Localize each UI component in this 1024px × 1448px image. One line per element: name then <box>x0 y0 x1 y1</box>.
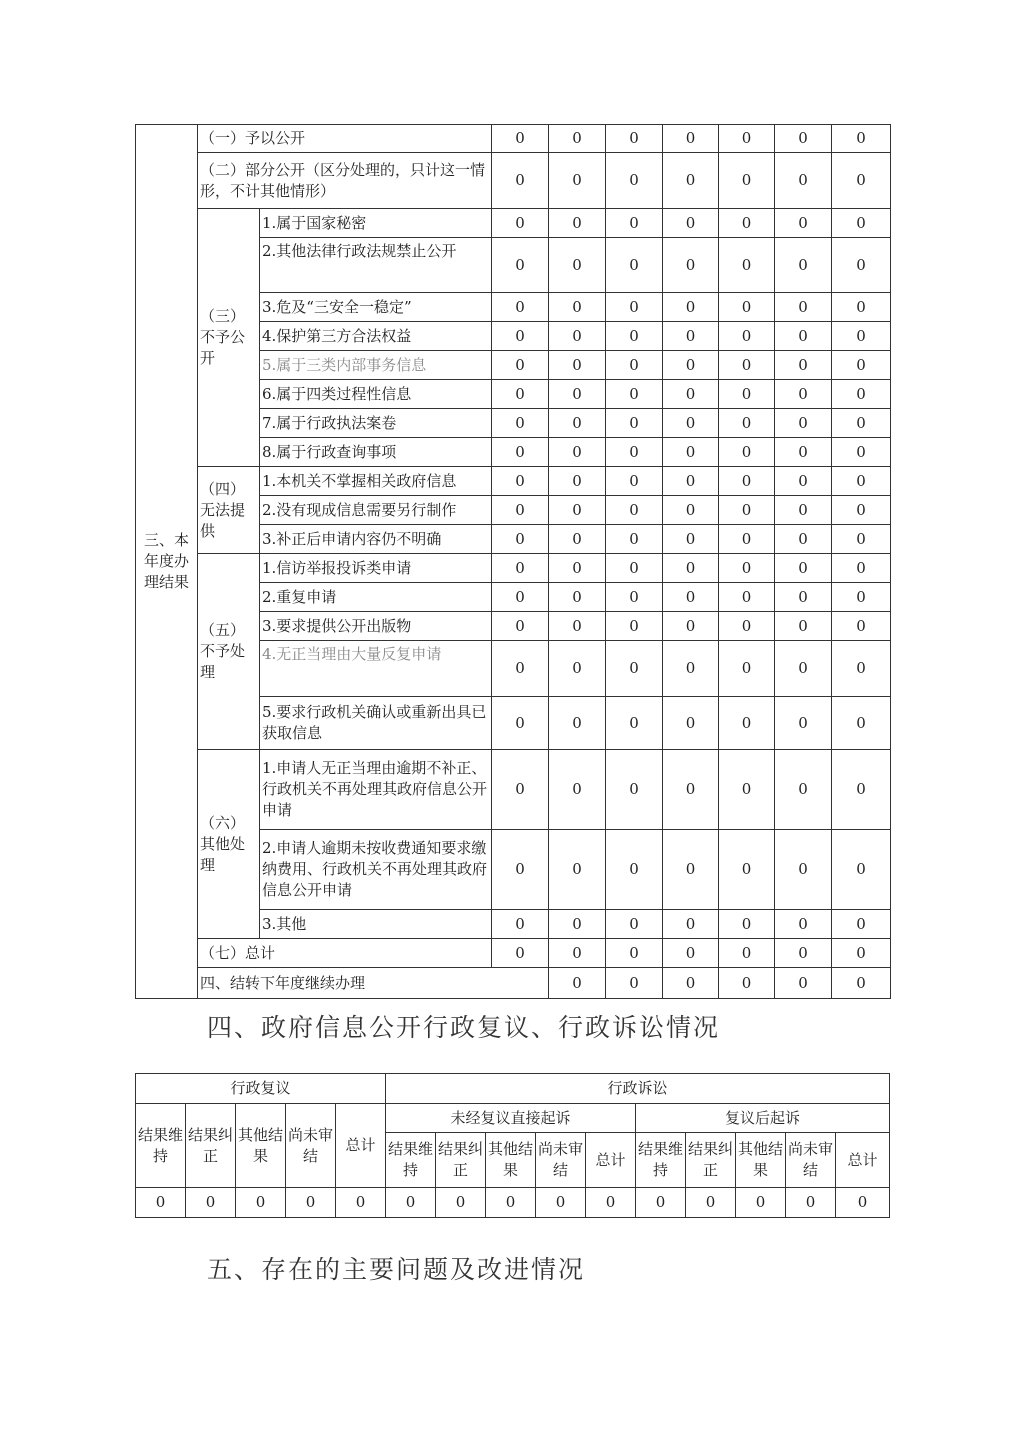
cell-value: 0 <box>719 968 775 999</box>
table-row <box>136 1188 890 1218</box>
cell-value: 0 <box>832 554 891 583</box>
cell-value: 0 <box>549 583 606 612</box>
cell-value: 0 <box>719 209 775 238</box>
row-label: 5.要求行政机关确认或重新出具已获取信息 <box>260 697 492 750</box>
row-label: （二）部分公开（区分处理的，只计这一情形，不计其他情形） <box>198 153 492 209</box>
cell-value: 0 <box>606 153 663 209</box>
cell-value: 0 <box>832 438 891 467</box>
col-header: 结果纠正 <box>686 1133 736 1188</box>
cell-value: 0 <box>832 939 891 968</box>
cell-value: 0 <box>492 293 549 322</box>
review-header: 行政复议 <box>136 1074 386 1104</box>
col-header: 结果纠正 <box>186 1104 236 1188</box>
cell-value: 0 <box>492 351 549 380</box>
row-label: 3.要求提供公开出版物 <box>260 612 492 641</box>
review-litigation-table <box>135 1073 890 1218</box>
cell-value: 0 <box>775 238 832 293</box>
group-label: （三）不予公开 <box>198 209 260 467</box>
cell-value: 0 <box>775 612 832 641</box>
cell-value: 0 <box>663 209 719 238</box>
cell-value: 0 <box>775 209 832 238</box>
cell-value: 0 <box>549 939 606 968</box>
cell-value: 0 <box>832 351 891 380</box>
cell-value: 0 <box>736 1188 786 1218</box>
row-label: （七）总计 <box>198 939 492 968</box>
cell-value: 0 <box>549 968 606 999</box>
cell-value: 0 <box>775 968 832 999</box>
cell-value: 0 <box>832 409 891 438</box>
cell-value: 0 <box>549 910 606 939</box>
cell-value: 0 <box>492 467 549 496</box>
cell-value: 0 <box>436 1188 486 1218</box>
cell-value: 0 <box>636 1188 686 1218</box>
cell-value: 0 <box>775 697 832 750</box>
cell-value: 0 <box>549 554 606 583</box>
cell-value: 0 <box>663 830 719 910</box>
cell-value: 0 <box>775 496 832 525</box>
cell-value: 0 <box>606 612 663 641</box>
cell-value: 0 <box>719 583 775 612</box>
cell-value: 0 <box>663 125 719 153</box>
cell-value: 0 <box>719 939 775 968</box>
cell-value: 0 <box>606 351 663 380</box>
cell-value: 0 <box>663 939 719 968</box>
cell-value: 0 <box>775 322 832 351</box>
col-header: 尚未审结 <box>536 1133 586 1188</box>
cell-value: 0 <box>663 641 719 697</box>
row-label: 1.属于国家秘密 <box>260 209 492 238</box>
row-label: 1.本机关不掌握相关政府信息 <box>260 467 492 496</box>
cell-value: 0 <box>719 125 775 153</box>
cell-value: 0 <box>832 583 891 612</box>
cell-value: 0 <box>549 351 606 380</box>
cell-value: 0 <box>492 438 549 467</box>
cell-value: 0 <box>549 209 606 238</box>
cell-value: 0 <box>775 910 832 939</box>
cell-value: 0 <box>775 351 832 380</box>
cell-value: 0 <box>606 939 663 968</box>
cell-value: 0 <box>663 409 719 438</box>
cell-value: 0 <box>719 830 775 910</box>
table-row <box>136 1074 890 1104</box>
cell-value: 0 <box>606 910 663 939</box>
cell-value: 0 <box>492 910 549 939</box>
cell-value: 0 <box>663 750 719 830</box>
cell-value: 0 <box>775 380 832 409</box>
cell-value: 0 <box>719 467 775 496</box>
row-label: 2.其他法律行政法规禁止公开 <box>260 238 492 293</box>
cell-value: 0 <box>832 750 891 830</box>
cell-value: 0 <box>549 641 606 697</box>
cell-value: 0 <box>786 1188 836 1218</box>
cell-value: 0 <box>663 153 719 209</box>
cell-value: 0 <box>832 238 891 293</box>
cell-value: 0 <box>832 697 891 750</box>
table-row <box>136 209 891 238</box>
cell-value: 0 <box>775 583 832 612</box>
cell-value: 0 <box>832 496 891 525</box>
cell-value: 0 <box>832 209 891 238</box>
cell-value: 0 <box>832 125 891 153</box>
cell-value: 0 <box>836 1188 890 1218</box>
row-label: 8.属于行政查询事项 <box>260 438 492 467</box>
col-header: 其他结果 <box>486 1133 536 1188</box>
cell-value: 0 <box>832 293 891 322</box>
cell-value: 0 <box>606 697 663 750</box>
cell-value: 0 <box>606 293 663 322</box>
row-label: 5.属于三类内部事务信息 <box>260 351 492 380</box>
cell-value: 0 <box>549 153 606 209</box>
row-label: 6.属于四类过程性信息 <box>260 380 492 409</box>
row-label: 3.危及“三安全一稳定” <box>260 293 492 322</box>
row-label: （一）予以公开 <box>198 125 492 153</box>
row-label: 3.其他 <box>260 910 492 939</box>
cell-value: 0 <box>832 968 891 999</box>
cell-value: 0 <box>186 1188 236 1218</box>
col-header: 结果维持 <box>136 1104 186 1188</box>
cell-value: 0 <box>775 467 832 496</box>
row-label: 3.补正后申请内容仍不明确 <box>260 525 492 554</box>
table-row <box>136 467 891 496</box>
cell-value: 0 <box>775 438 832 467</box>
cell-value: 0 <box>606 238 663 293</box>
cell-value: 0 <box>719 612 775 641</box>
cell-value: 0 <box>719 153 775 209</box>
cell-value: 0 <box>549 525 606 554</box>
cell-value: 0 <box>719 554 775 583</box>
section-heading: 五、存在的主要问题及改进情况 <box>207 1255 586 1284</box>
cell-value: 0 <box>663 525 719 554</box>
cell-value: 0 <box>606 409 663 438</box>
col-header: 总计 <box>586 1133 636 1188</box>
cell-value: 0 <box>663 380 719 409</box>
cell-value: 0 <box>832 641 891 697</box>
cell-value: 0 <box>606 467 663 496</box>
col-header: 结果维持 <box>386 1133 436 1188</box>
cell-value: 0 <box>719 496 775 525</box>
cell-value: 0 <box>549 830 606 910</box>
col-header: 结果纠正 <box>436 1133 486 1188</box>
section-label: 三、本年度办理结果 <box>136 125 198 999</box>
after-review-header: 复议后起诉 <box>636 1104 890 1133</box>
cell-value: 0 <box>606 380 663 409</box>
cell-value: 0 <box>775 525 832 554</box>
cell-value: 0 <box>492 583 549 612</box>
cell-value: 0 <box>536 1188 586 1218</box>
cell-value: 0 <box>719 910 775 939</box>
cell-value: 0 <box>492 380 549 409</box>
group-label: （四）无法提供 <box>198 467 260 554</box>
cell-value: 0 <box>719 438 775 467</box>
cell-value: 0 <box>663 293 719 322</box>
col-header: 结果维持 <box>636 1133 686 1188</box>
cell-value: 0 <box>492 153 549 209</box>
table-row <box>136 1104 890 1133</box>
cell-value: 0 <box>492 125 549 153</box>
cell-value: 0 <box>492 750 549 830</box>
cell-value: 0 <box>663 910 719 939</box>
cell-value: 0 <box>663 968 719 999</box>
cell-value: 0 <box>719 525 775 554</box>
cell-value: 0 <box>492 525 549 554</box>
cell-value: 0 <box>486 1188 536 1218</box>
cell-value: 0 <box>663 351 719 380</box>
cell-value: 0 <box>492 496 549 525</box>
cell-value: 0 <box>663 697 719 750</box>
group-label: （六）其他处理 <box>198 750 260 939</box>
cell-value: 0 <box>286 1188 336 1218</box>
cell-value: 0 <box>549 322 606 351</box>
cell-value: 0 <box>719 409 775 438</box>
cell-value: 0 <box>663 467 719 496</box>
cell-value: 0 <box>236 1188 286 1218</box>
cell-value: 0 <box>549 438 606 467</box>
cell-value: 0 <box>549 293 606 322</box>
row-label: 2.没有现成信息需要另行制作 <box>260 496 492 525</box>
cell-value: 0 <box>386 1188 436 1218</box>
table-row <box>136 125 891 153</box>
cell-value: 0 <box>719 322 775 351</box>
col-header: 尚未审结 <box>786 1133 836 1188</box>
cell-value: 0 <box>492 209 549 238</box>
row-label: 4.无正当理由大量反复申请 <box>260 641 492 697</box>
cell-value: 0 <box>586 1188 636 1218</box>
cell-value: 0 <box>549 238 606 293</box>
table-row <box>136 554 891 583</box>
cell-value: 0 <box>492 939 549 968</box>
cell-value: 0 <box>492 830 549 910</box>
cell-value: 0 <box>775 409 832 438</box>
cell-value: 0 <box>663 583 719 612</box>
cell-value: 0 <box>606 322 663 351</box>
row-label: 2.申请人逾期未按收费通知要求缴纳费用、行政机关不再处理其政府信息公开申请 <box>260 830 492 910</box>
cell-value: 0 <box>832 612 891 641</box>
cell-value: 0 <box>832 380 891 409</box>
cell-value: 0 <box>492 238 549 293</box>
cell-value: 0 <box>492 322 549 351</box>
cell-value: 0 <box>663 554 719 583</box>
cell-value: 0 <box>775 750 832 830</box>
direct-header: 未经复议直接起诉 <box>386 1104 636 1133</box>
cell-value: 0 <box>606 125 663 153</box>
cell-value: 0 <box>549 125 606 153</box>
cell-value: 0 <box>775 939 832 968</box>
cell-value: 0 <box>719 380 775 409</box>
cell-value: 0 <box>606 968 663 999</box>
cell-value: 0 <box>549 612 606 641</box>
cell-value: 0 <box>832 153 891 209</box>
cell-value: 0 <box>663 322 719 351</box>
cell-value: 0 <box>775 641 832 697</box>
row-label: 1.申请人无正当理由逾期不补正、行政机关不再处理其政府信息公开申请 <box>260 750 492 830</box>
cell-value: 0 <box>719 238 775 293</box>
cell-value: 0 <box>686 1188 736 1218</box>
cell-value: 0 <box>719 750 775 830</box>
cell-value: 0 <box>606 583 663 612</box>
cell-value: 0 <box>832 467 891 496</box>
cell-value: 0 <box>663 612 719 641</box>
cell-value: 0 <box>775 153 832 209</box>
cell-value: 0 <box>606 750 663 830</box>
cell-value: 0 <box>492 554 549 583</box>
cell-value: 0 <box>549 467 606 496</box>
cell-value: 0 <box>832 830 891 910</box>
cell-value: 0 <box>719 697 775 750</box>
cell-value: 0 <box>606 641 663 697</box>
cell-value: 0 <box>549 409 606 438</box>
application-results-table <box>135 124 891 999</box>
cell-value: 0 <box>492 409 549 438</box>
cell-value: 0 <box>492 612 549 641</box>
cell-value: 0 <box>136 1188 186 1218</box>
col-header: 总计 <box>836 1133 890 1188</box>
cell-value: 0 <box>606 209 663 238</box>
cell-value: 0 <box>719 293 775 322</box>
cell-value: 0 <box>719 641 775 697</box>
group-label: （五）不予处理 <box>198 554 260 750</box>
row-label: 2.重复申请 <box>260 583 492 612</box>
cell-value: 0 <box>606 496 663 525</box>
cell-value: 0 <box>606 438 663 467</box>
section-heading: 四、政府信息公开行政复议、行政诉讼情况 <box>207 1013 721 1042</box>
cell-value: 0 <box>719 351 775 380</box>
cell-value: 0 <box>549 496 606 525</box>
table-row <box>136 939 891 968</box>
row-label: 1.信访举报投诉类申请 <box>260 554 492 583</box>
cell-value: 0 <box>606 830 663 910</box>
cell-value: 0 <box>549 697 606 750</box>
cell-value: 0 <box>336 1188 386 1218</box>
cell-value: 0 <box>663 238 719 293</box>
cell-value: 0 <box>775 830 832 910</box>
cell-value: 0 <box>663 496 719 525</box>
cell-value: 0 <box>775 293 832 322</box>
cell-value: 0 <box>775 554 832 583</box>
cell-value: 0 <box>832 322 891 351</box>
row-label: 7.属于行政执法案卷 <box>260 409 492 438</box>
cell-value: 0 <box>549 380 606 409</box>
row-label: 4.保护第三方合法权益 <box>260 322 492 351</box>
col-header: 尚未审结 <box>286 1104 336 1188</box>
table-row <box>136 153 891 209</box>
cell-value: 0 <box>832 525 891 554</box>
cell-value: 0 <box>492 641 549 697</box>
col-header: 总计 <box>336 1104 386 1188</box>
cell-value: 0 <box>549 750 606 830</box>
cell-value: 0 <box>832 910 891 939</box>
col-header: 其他结果 <box>236 1104 286 1188</box>
litigation-header: 行政诉讼 <box>386 1074 890 1104</box>
table-row <box>136 750 891 830</box>
cell-value: 0 <box>606 554 663 583</box>
table-row <box>136 968 891 999</box>
cell-value: 0 <box>606 525 663 554</box>
col-header: 其他结果 <box>736 1133 786 1188</box>
cell-value: 0 <box>492 697 549 750</box>
cell-value: 0 <box>663 438 719 467</box>
row-label: 四、结转下年度继续办理 <box>198 968 549 999</box>
cell-value: 0 <box>775 125 832 153</box>
